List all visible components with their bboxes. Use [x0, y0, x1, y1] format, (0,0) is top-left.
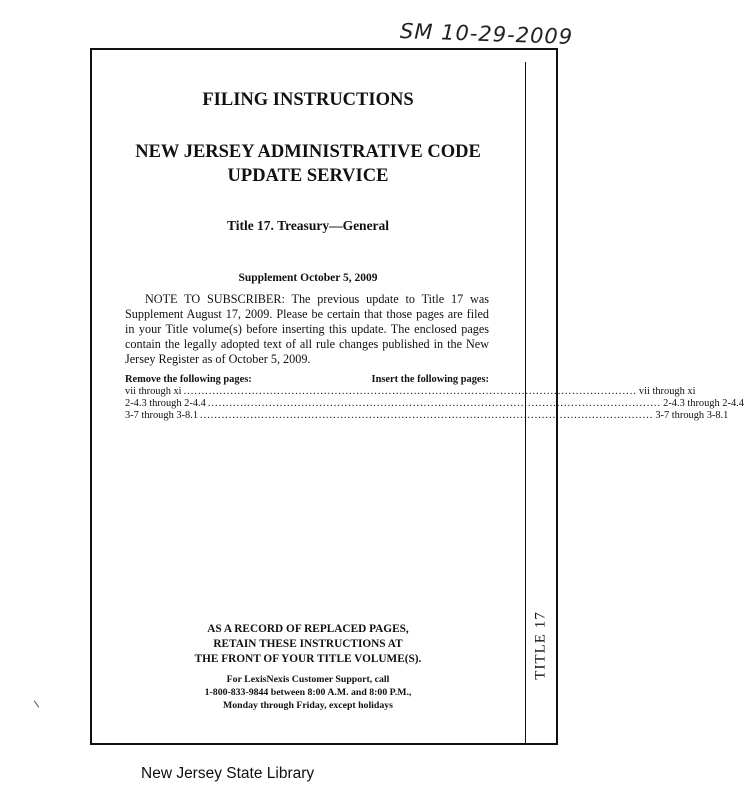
record-line3: THE FRONT OF YOUR TITLE VOLUME(S).: [194, 653, 422, 665]
table-row: [125, 386, 696, 398]
dot-leader: ..............................................................................................................................: [183, 386, 637, 397]
table-row: [125, 398, 744, 410]
pages-table: [125, 374, 744, 422]
customer-support: [91, 673, 525, 712]
support-line2: 1-800-833-9844 between 8:00 A.M. and 8:00 P.M.,: [204, 687, 412, 698]
remove-header: Remove the following pages:: [125, 374, 252, 385]
code-title-line1: NEW JERSEY ADMINISTRATIVE CODE: [135, 142, 481, 162]
remove-pages: 2-4.3 through 2-4.4: [125, 398, 206, 409]
supplement-date: Supplement October 5, 2009: [238, 272, 378, 284]
support-line1: For LexisNexis Customer Support, call: [226, 674, 390, 685]
subscriber-note: NOTE TO SUBSCRIBER: The previous update to Title 17 was Supplement August 17, 2009. Please be certain that those pages are filed in your Title volume(s) before inserting this update. The enclosed pages contain the legally adopted text of all rule changes published in the New Jersey Register as of October 5, 2009.: [125, 292, 489, 366]
insert-header: Insert the following pages:: [371, 374, 489, 385]
insert-pages: vii through xi: [638, 386, 696, 397]
handwritten-date-note: SM 10-29-2009: [399, 18, 574, 50]
record-line2: RETAIN THESE INSTRUCTIONS AT: [213, 638, 403, 650]
dot-leader: ..............................................................................................................................: [207, 398, 662, 409]
stray-mark: [34, 700, 39, 707]
table-row: [125, 410, 729, 422]
insert-pages: 3-7 through 3-8.1: [655, 410, 729, 421]
insert-pages: 2-4.3 through 2-4.4: [663, 398, 744, 409]
record-line1: AS A RECORD OF REPLACED PAGES,: [207, 623, 409, 635]
side-tab-label: TITLE 17: [533, 610, 549, 680]
pages-table-header: [125, 374, 489, 386]
code-title: [91, 140, 525, 188]
record-instructions: [91, 622, 525, 667]
dot-leader: ..............................................................................................................................: [200, 410, 654, 421]
title-subtitle: Title 17. Treasury—General: [226, 218, 390, 233]
support-line3: Monday through Friday, except holidays: [223, 700, 393, 711]
title-side-tab: [525, 590, 558, 700]
remove-pages: 3-7 through 3-8.1: [125, 410, 199, 421]
page-title: FILING INSTRUCTIONS: [202, 90, 414, 110]
remove-pages: vii through xi: [125, 386, 182, 397]
library-stamp: New Jersey State Library: [141, 765, 315, 782]
code-title-line2: UPDATE SERVICE: [227, 166, 389, 186]
